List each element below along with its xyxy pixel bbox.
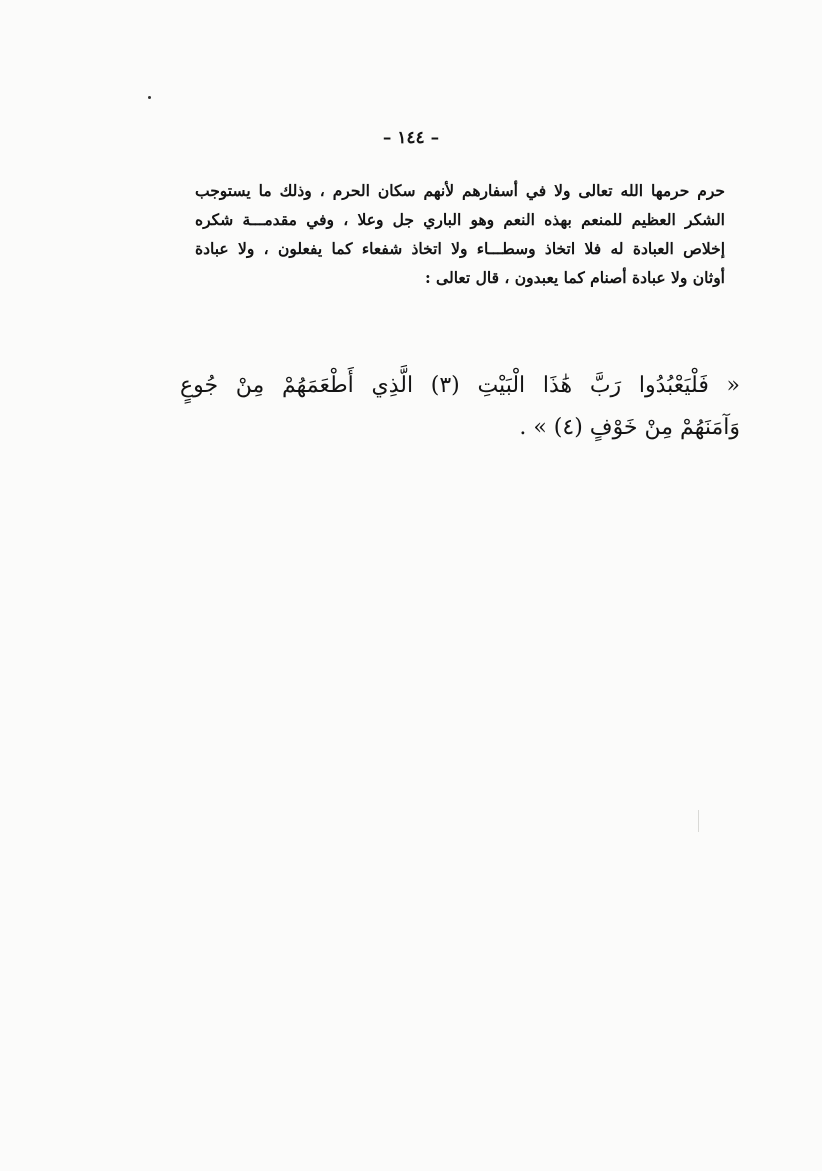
verse-line: وَآمَنَهُمْ مِنْ خَوْفٍ (٤) » . — [519, 415, 740, 440]
paragraph-line: حرم حرمها الله تعالى ولا في أسفارهم لأنهم سكان الحرم ، وذلك ما يستوجب — [195, 181, 725, 200]
scan-speck — [148, 96, 151, 99]
paragraph-line: إخلاص العبادة له فلا اتخاذ وسطـــاء ولا اتخاذ شفعاء كما يفعلون ، ولا عبادة — [195, 239, 725, 258]
page-number: – ١٤٤ – — [382, 128, 440, 148]
scan-artifact-line — [698, 810, 699, 832]
verse-line: « فَلْيَعْبُدُوا رَبَّ هَٰذَا الْبَيْتِ (٣) الَّذِي أَطْعَمَهُمْ مِنْ جُوعٍ — [180, 373, 740, 398]
paragraph-line: الشكر العظيم للمنعم بهذه النعم وهو الباري جل وعلا ، وفي مقدمـــة شكره — [195, 210, 725, 229]
body-paragraph — [195, 176, 725, 292]
paragraph-line: أوثان ولا عبادة أصنام كما يعبدون ، قال تعالى : — [424, 268, 725, 287]
quranic-verse — [180, 365, 740, 449]
